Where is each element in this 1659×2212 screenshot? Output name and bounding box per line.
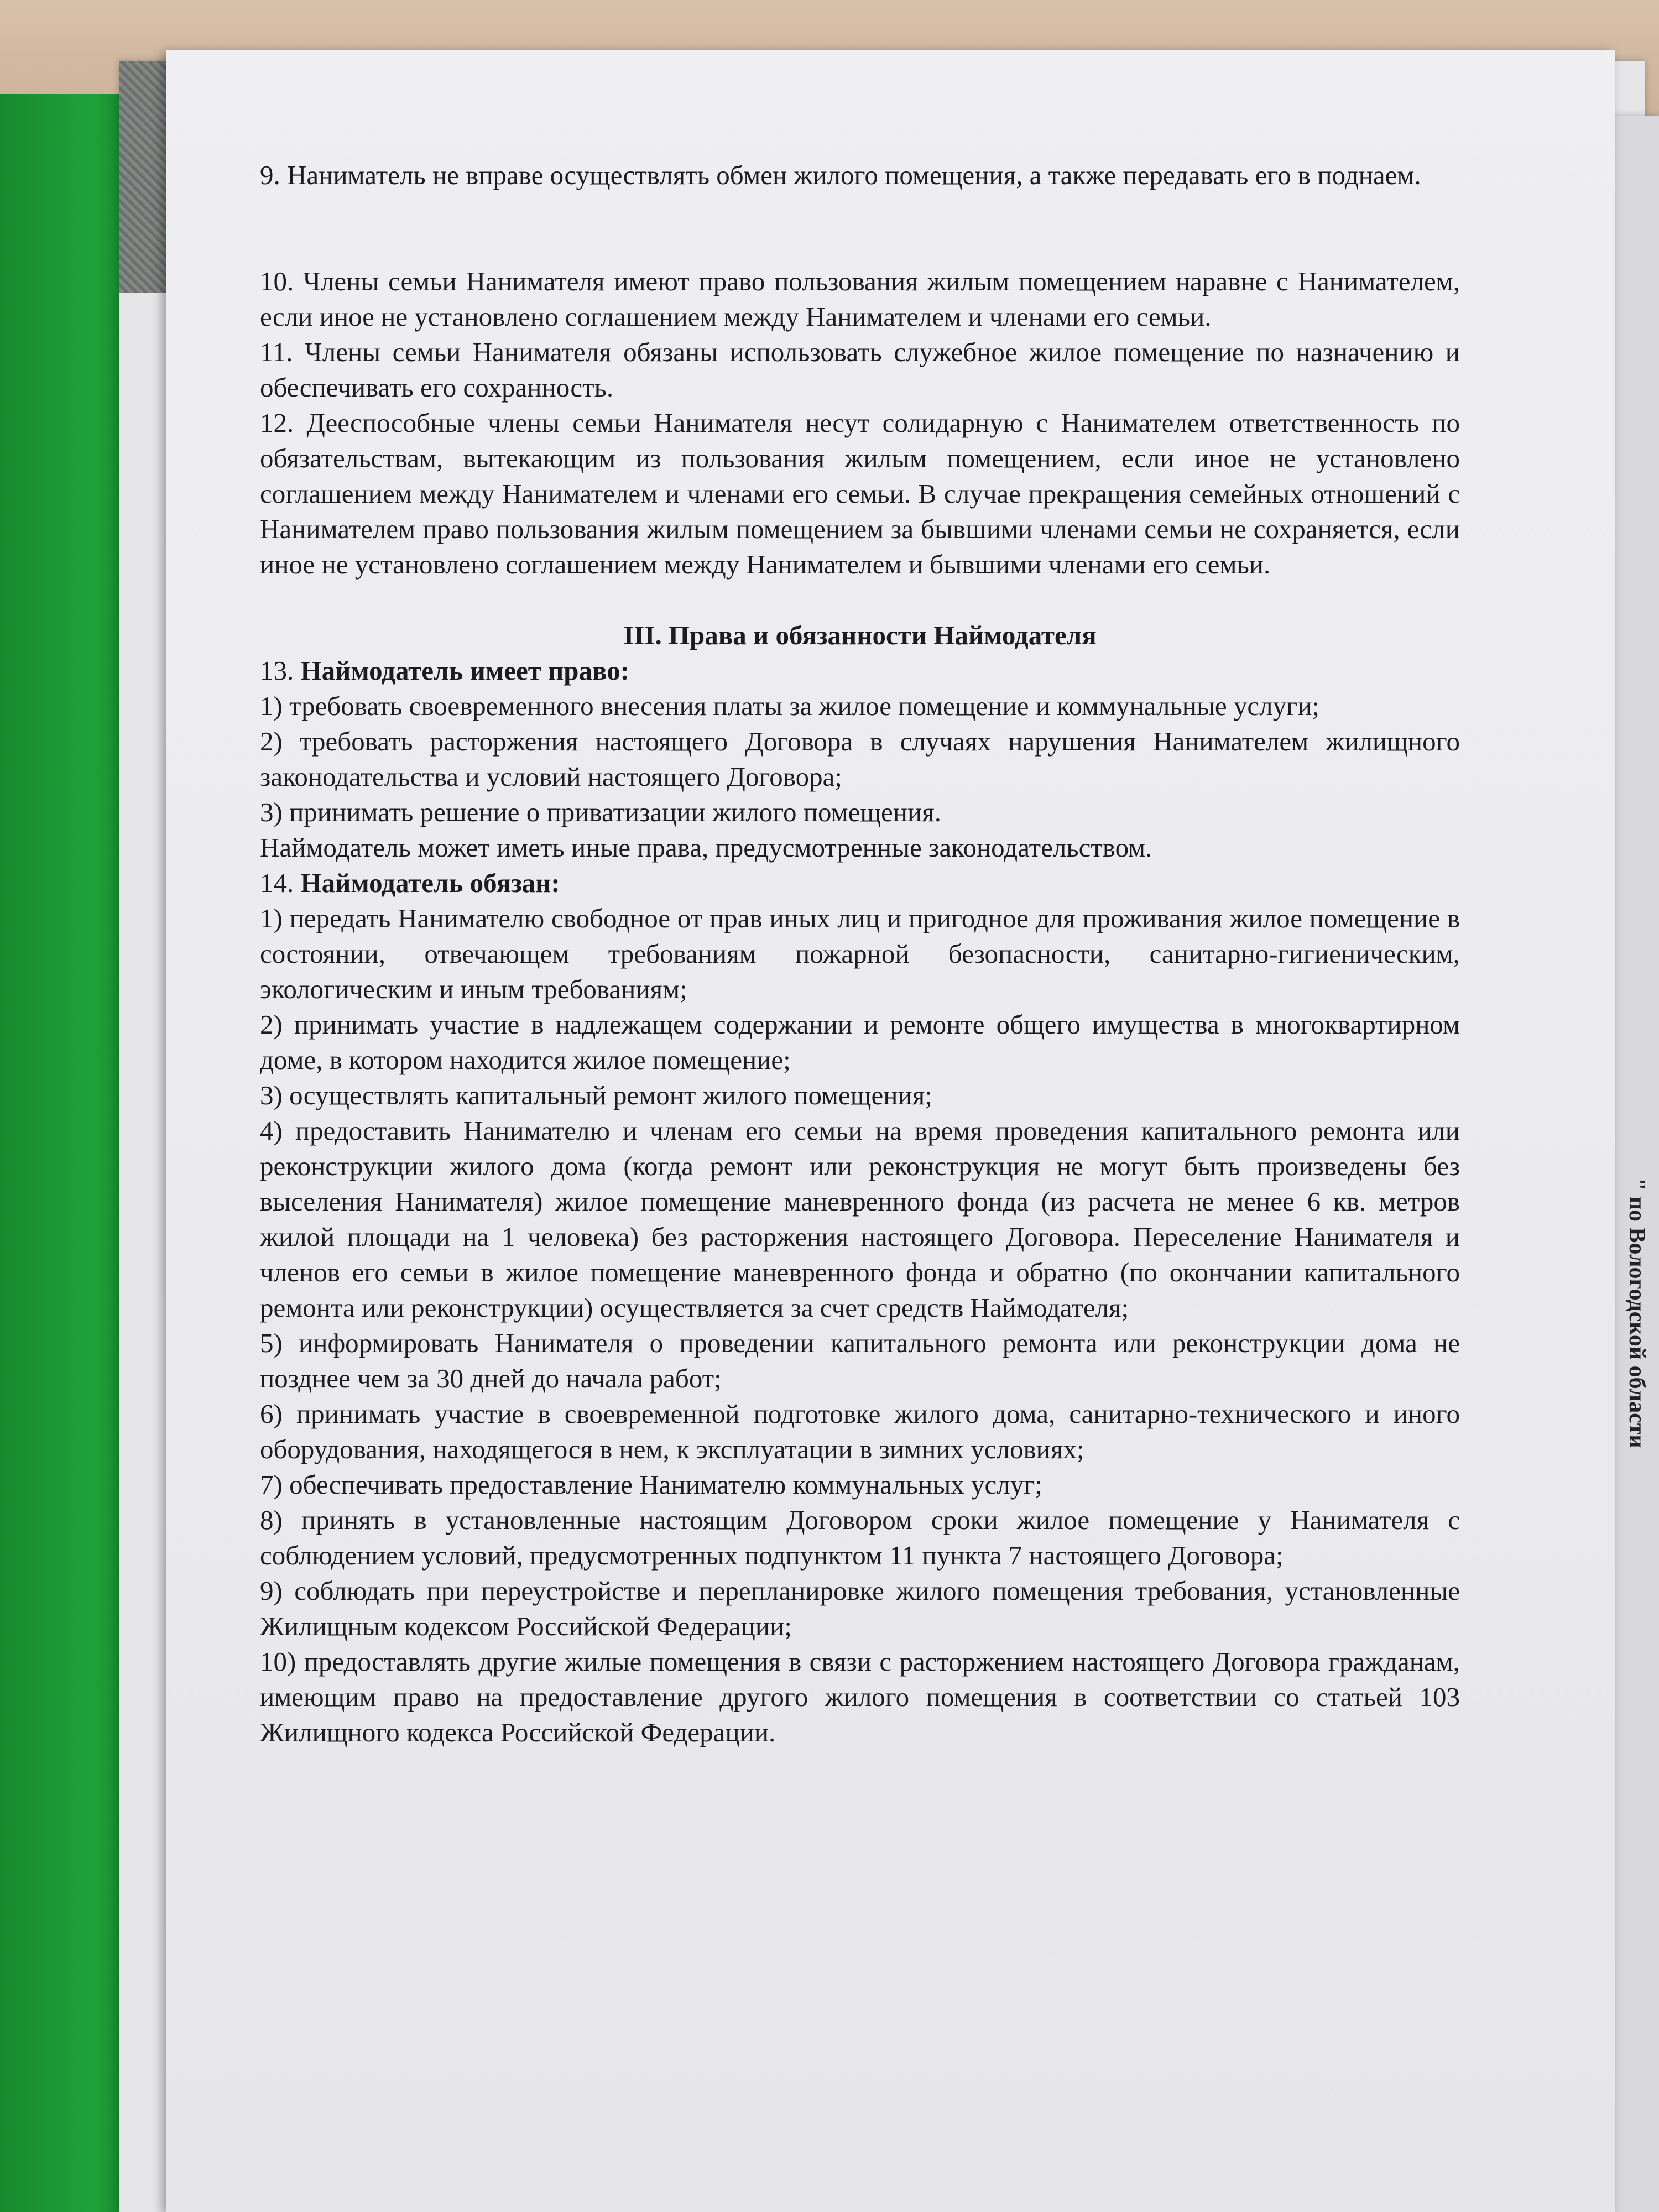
document-text [260,158,1460,1750]
item-13-number: 13. [260,655,301,686]
item-12: 12. Дееспособные члены семьи Нанимателя несут солидарную с Нанимателем ответственность по обязательствам, вытекающим из пользования жилым помещением, если иное не установлено соглашением между Нанимателем и членами его семьи. В случае прекращения семейных отношений с Нанимателем право пользования жилым помещением за бывшими членами семьи не сохраняется, если иное не установлено соглашением между Нанимателем и бывшими членами его семьи. [260,408,1460,580]
item-13-sub-2: 2) требовать расторжения настоящего Договора в случаях нарушения Нанимателем жилищного законодательства и условий настоящего Договора; [260,726,1460,792]
item-13-title: Наймодатель имеет право: [300,655,630,686]
item-14-sub-8: 8) принять в установленные настоящим Договором сроки жилое помещение у Нанимателя с соблюдением условий, предусмотренных подпунктом 11 пункта 7 настоящего Договора; [260,1505,1460,1571]
item-14-sub-2: 2) принимать участие в надлежащем содержании и ремонте общего имущества в многоквартирном доме, в котором находится жилое помещение; [260,1009,1460,1075]
item-14-title: Наймодатель обязан: [300,868,560,898]
item-14-sub-3: 3) осуществлять капитальный ремонт жилого помещения; [260,1080,932,1110]
item-14-heading [260,865,1460,901]
item-14-sub-1: 1) передать Нанимателю свободное от прав иных лиц и пригодное для проживания жилое помещение в состоянии, отвечающем требованиям пожарной безопасности, санитарно-гигиеническим, экологическим и иным требованиям; [260,903,1460,1004]
item-11: 11. Члены семьи Нанимателя обязаны использовать служебное жилое помещение по назначению и обеспечивать его сохранность. [260,337,1460,403]
item-13-sub-3: 3) принимать решение о приватизации жилого помещения. [260,797,942,827]
item-14-sub-7: 7) обеспечивать предоставление Нанимателю коммунальных услуг; [260,1469,1042,1500]
item-13-sub-1: 1) требовать своевременного внесения платы за жилое помещение и коммунальные услуги; [260,691,1320,721]
item-10: 10. Члены семьи Нанимателя имеют право пользования жилым помещением наравне с Нанимателем, если иное не установлено соглашением между Нанимателем и членами его семьи. [260,266,1460,332]
section-title: III. Права и обязанности Наймодателя [623,620,1097,650]
item-14-sub-5: 5) информировать Нанимателя о проведении капитального ремонта или реконструкции дома не позднее чем за 30 дней до начала работ; [260,1328,1460,1394]
item-14-sub-10: 10) предоставлять другие жилые помещения в связи с расторжением настоящего Договора гражданам, имеющим право на предоставление другого жилого помещения в соответствии со статьей 103 Жилищного кодекса Российской Федерации. [260,1646,1460,1747]
green-folder [0,94,133,2212]
item-14-sub-9: 9) соблюдать при переустройстве и перепланировке жилого помещения требования, установленные Жилищным кодексом Российской Федерации; [260,1575,1460,1641]
item-13-note: Наймодатель может иметь иные права, предусмотренные законодательством. [260,832,1152,863]
item-14-sub-4: 4) предоставить Нанимателю и членам его семьи на время проведения капитального ремонта или реконструкции жилого дома (когда ремонт или реконструкция не могут быть произведены без выселения Нанимателя) жилое помещение маневренного фонда (из расчета не менее 6 кв. метров жилой площади на 1 человека) без расторжения настоящего Договора. Переселение Нанимателя и членов его семьи в жилое помещение маневренного фонда и обратно (по окончании капитального ремонта или реконструкции) осуществляется за счет средств Наймодателя; [260,1115,1460,1323]
side-text-region: " по Вологодской области [1624,1178,1650,1448]
item-9: 9. Наниматель не вправе осуществлять обмен жилого помещения, а также передавать его в поднаем. [260,160,1421,190]
item-14-sub-6: 6) принимать участие в своевременной подготовке жилого дома, санитарно-технического и иного оборудования, находящегося в нем, к эксплуатации в зимних условиях; [260,1399,1460,1464]
item-13-heading [260,653,1460,688]
item-14-number: 14. [260,868,301,898]
